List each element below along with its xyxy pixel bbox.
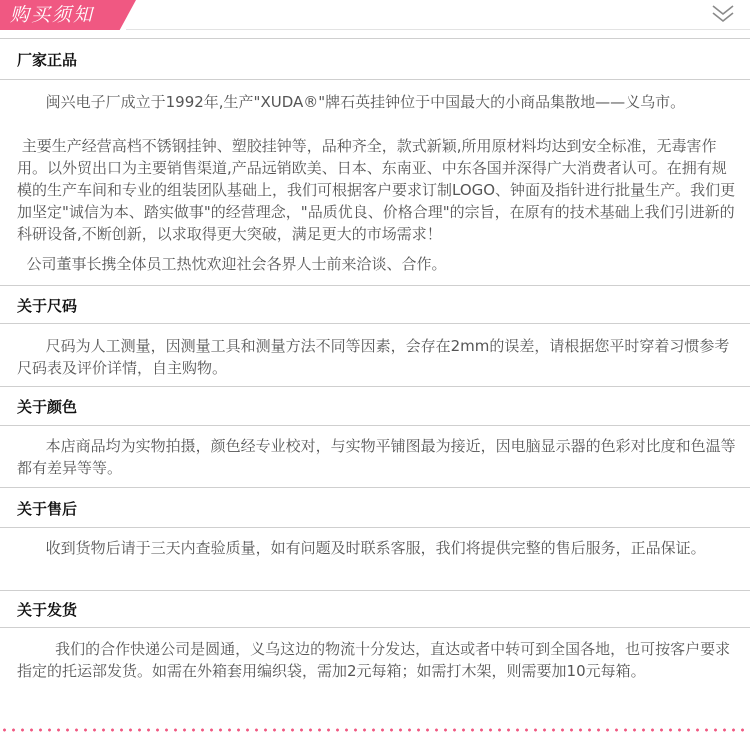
- section-divider: [0, 323, 750, 324]
- section-paragraph: 本店商品均为实物拍摄，颜色经专业校对，与实物平铺图最为接近，因电脑显示器的色彩对比度和色温等都有差异等等。: [17, 437, 736, 477]
- section-divider: [0, 79, 750, 80]
- section-divider: [0, 425, 750, 426]
- section-title-text: 关于颜色: [17, 398, 78, 416]
- section-divider: [0, 590, 750, 591]
- section-divider: [0, 487, 750, 488]
- double-chevron-down-icon[interactable]: [710, 2, 736, 26]
- section-paragraph: 我们的合作快递公司是圆通，义乌这边的物流十分发达，直达或者中转可到全国各地，也可按客户要求指定的托运部发货。如需在外箱套用编织袋，需加2元每箱；如需打木架，则需要加10元每箱。: [17, 640, 731, 680]
- section-paragraph: 主要生产经营高档不锈钢挂钟、塑胶挂钟等，品种齐全，款式新颖,所用原材料均达到安全标准，无毒害作用。以外贸出口为主要销售渠道,产品远销欧美、日本、东南亚、中东各国并深得广大消费者认可。在拥有规模的生产车间和专业的组装团队基础上，我们可根据客户要求订制LOGO、钟面及指针进行批量生产。我们更加坚定"诚信为本、踏实做事"的经营理念，"品质优良、价格合理"的宗旨，在原有的技术基础上我们引进新的科研设备,不断创新，以求取得更大突破，满足更大的市场需求！: [17, 137, 736, 243]
- section-title-color: [0, 396, 750, 418]
- dotted-bottom-border: [0, 728, 750, 732]
- page-title: 购买须知: [10, 4, 95, 26]
- section-paragraph: 尺码为人工测量，因测量工具和测量方法不同等因素，会存在2mm的误差，请根据您平时穿着习惯参考尺码表及评价详情，自主购物。: [17, 337, 730, 377]
- section-title-size: [0, 295, 750, 317]
- section-title-genuine: [0, 49, 750, 71]
- header-divider: [126, 29, 750, 30]
- section-title-text: 关于售后: [17, 500, 78, 518]
- section-paragraph: 闽兴电子厂成立于1992年,生产"XUDA®"牌石英挂钟位于中国最大的小商品集散地——义乌市。: [17, 93, 686, 111]
- section-divider: [0, 627, 750, 628]
- section-paragraph: 公司董事长携全体员工热忱欢迎社会各界人士前来洽谈、合作。: [17, 255, 447, 273]
- section-divider: [0, 527, 750, 528]
- section-divider: [0, 386, 750, 387]
- section-title-text: 关于尺码: [17, 297, 78, 315]
- page-header: [0, 0, 750, 30]
- section-title-shipping: [0, 599, 750, 621]
- section-title-text: 厂家正品: [17, 51, 78, 69]
- section-paragraph: 收到货物后请于三天内查验质量，如有问题及时联系客服，我们将提供完整的售后服务，正品保证。: [17, 539, 706, 557]
- section-divider: [0, 38, 750, 39]
- section-title-text: 关于发货: [17, 601, 78, 619]
- section-divider: [0, 285, 750, 286]
- section-title-after-sales: [0, 498, 750, 520]
